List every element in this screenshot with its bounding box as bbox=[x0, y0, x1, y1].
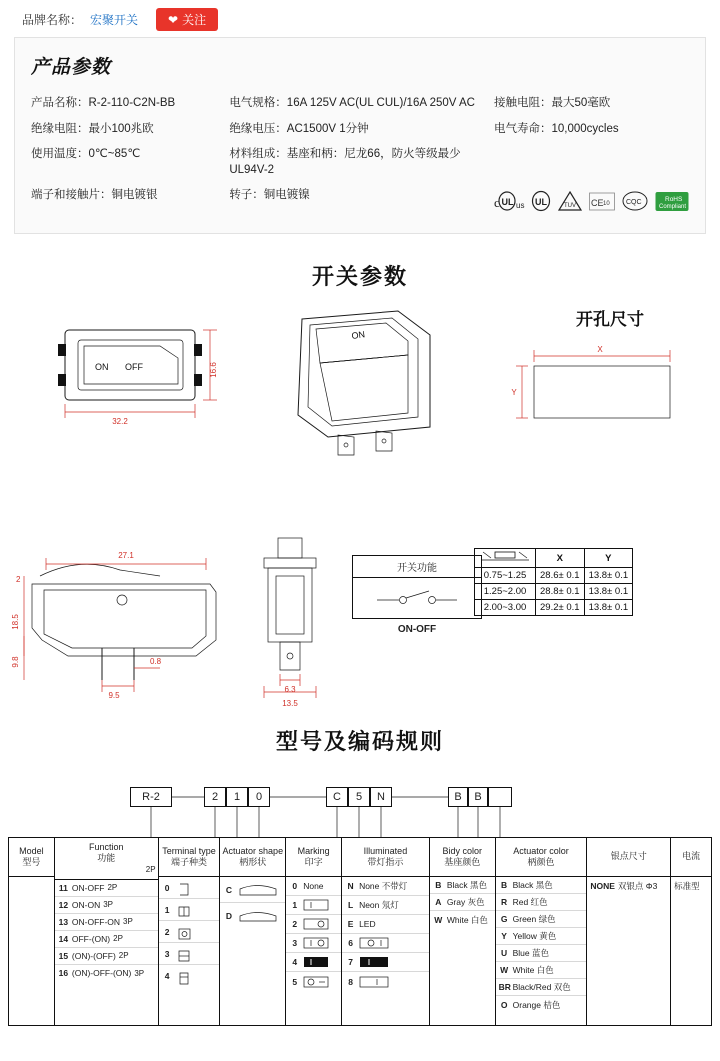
column-model bbox=[9, 838, 55, 1025]
code-box-function-1: 2 bbox=[204, 787, 226, 807]
item-code: 2 bbox=[164, 926, 170, 937]
rocker-on-label: ON bbox=[350, 329, 366, 341]
list-item[interactable] bbox=[671, 877, 711, 894]
param-insulation-resistance: 绝缘电阻：最小100兆欧 bbox=[31, 122, 154, 135]
column-function bbox=[55, 838, 159, 1025]
UL-icon bbox=[531, 190, 551, 214]
list-item[interactable] bbox=[496, 877, 587, 894]
switch-3d-view-drawing bbox=[280, 295, 460, 465]
table-row bbox=[475, 600, 633, 616]
item-label: ON-OFF-ON bbox=[71, 916, 121, 927]
item-code: 4 bbox=[292, 957, 298, 967]
terminal-shape-icon bbox=[176, 904, 187, 915]
col-head-cn: 功能 bbox=[97, 853, 116, 864]
column-current bbox=[671, 838, 711, 1025]
contact-symbol bbox=[353, 578, 481, 618]
col-head-cn: 端子种类 bbox=[170, 857, 207, 867]
dim-range-3: 2.00~3.00 bbox=[475, 600, 536, 616]
dim-0-8: 0.8 bbox=[150, 657, 162, 666]
col-head-cn: 型号 bbox=[22, 857, 41, 867]
heart-icon: ❤ bbox=[168, 12, 179, 27]
list-item[interactable] bbox=[342, 915, 429, 934]
list-item[interactable] bbox=[342, 953, 429, 972]
param-electrical-rating: 电气规格：16A 125V AC(UL CUL)/16A 250V AC bbox=[229, 97, 475, 109]
item-code: B bbox=[435, 880, 442, 890]
marking-bar-icon bbox=[303, 899, 329, 911]
col-head-en: Actuator color bbox=[513, 845, 569, 856]
svg-text:UL: UL bbox=[534, 197, 547, 208]
list-item[interactable] bbox=[496, 962, 587, 979]
item-pole: 2P bbox=[107, 883, 118, 892]
code-box-actuator-shape: C bbox=[326, 787, 348, 807]
col-head-en: Terminal type bbox=[162, 845, 216, 856]
svg-text:CQC: CQC bbox=[625, 199, 642, 207]
code-box-terminal: 0 bbox=[248, 787, 270, 807]
svg-text:c: c bbox=[493, 195, 500, 211]
switch-narrow-side-drawing bbox=[240, 520, 360, 708]
actuator-shape-d-icon bbox=[237, 907, 279, 925]
list-item[interactable] bbox=[342, 972, 429, 991]
list-item[interactable] bbox=[342, 877, 429, 896]
CQC-icon bbox=[622, 190, 648, 214]
terminal-shape-icon bbox=[176, 971, 187, 982]
item-code: 11 bbox=[58, 882, 68, 893]
item-code: E bbox=[347, 919, 354, 929]
param-material: 材料组成：基座和柄：尼龙66，防火等级最少UL94V-2 bbox=[229, 148, 461, 176]
list-item[interactable] bbox=[220, 877, 285, 903]
follow-label: 关注 bbox=[182, 13, 207, 27]
col-head-en: Actuator shape bbox=[222, 845, 284, 856]
column-silver-point bbox=[587, 838, 671, 1025]
coding-columns bbox=[8, 837, 712, 1026]
list-item[interactable] bbox=[496, 979, 587, 996]
dim-32-2: 32.2 bbox=[112, 417, 128, 426]
column-actuator-shape bbox=[220, 838, 286, 1025]
param-operating-temperature: 使用温度：0℃~85℃ bbox=[31, 148, 141, 161]
item-code: C bbox=[225, 884, 232, 895]
item-label: White 白色 bbox=[446, 914, 488, 925]
dim-27-1: 27.1 bbox=[118, 551, 134, 560]
item-code: G bbox=[500, 914, 508, 924]
column-actuator-color bbox=[496, 838, 588, 1025]
dim-9-5: 9.5 bbox=[108, 691, 120, 700]
param-rotor: 转子：铜电镀镍 bbox=[229, 189, 310, 202]
list-item[interactable] bbox=[220, 903, 285, 929]
dim-range-1: 0.75~1.25 bbox=[475, 568, 536, 584]
item-code: O bbox=[500, 999, 508, 1010]
item-code: 15 bbox=[58, 950, 69, 961]
code-connector-lines bbox=[8, 775, 712, 837]
item-code: 8 bbox=[348, 976, 353, 987]
table-row bbox=[475, 568, 633, 584]
col-head-corner: 2P bbox=[145, 864, 156, 874]
item-label: Gray 灰色 bbox=[446, 897, 485, 907]
hole-x-label: X bbox=[597, 345, 603, 354]
list-item[interactable] bbox=[342, 934, 429, 953]
dim-2: 2 bbox=[16, 575, 21, 584]
item-label: White 白色 bbox=[512, 965, 554, 975]
actuator-shape-c-icon bbox=[237, 881, 279, 899]
face-on-label: ON bbox=[95, 362, 109, 372]
svg-text:CE: CE bbox=[590, 198, 604, 209]
item-code: Y bbox=[501, 931, 507, 941]
list-item[interactable] bbox=[342, 896, 429, 915]
list-item[interactable] bbox=[55, 914, 158, 931]
dim-th-x: X bbox=[536, 549, 585, 568]
column-marking bbox=[286, 838, 342, 1025]
list-item[interactable] bbox=[55, 931, 158, 948]
col-head-cn: 柄颜色 bbox=[527, 857, 555, 867]
item-label: ON-OFF bbox=[71, 882, 105, 893]
svg-text:UL: UL bbox=[501, 197, 514, 208]
certifications-cell bbox=[492, 183, 691, 219]
item-code: 3 bbox=[292, 938, 298, 948]
code-box-function-2: 1 bbox=[226, 787, 248, 807]
item-pole: 2P bbox=[113, 934, 123, 943]
terminal-shape-icon bbox=[176, 882, 187, 893]
param-insulation-voltage: 绝缘电压：AC1500V 1分钟 bbox=[229, 122, 369, 135]
parameters-title: 产品参数 bbox=[31, 57, 112, 78]
item-label: Neon 氖灯 bbox=[359, 900, 399, 910]
list-item[interactable] bbox=[55, 965, 158, 982]
item-label: Orange 桔色 bbox=[512, 999, 561, 1010]
item-code: 14 bbox=[58, 933, 69, 944]
column-terminal-type bbox=[159, 838, 221, 1025]
code-boxes-row bbox=[8, 775, 712, 837]
code-box-actuator-color: B bbox=[468, 787, 488, 807]
column-head-silver-point bbox=[587, 838, 670, 877]
switch-side-section-drawing bbox=[10, 520, 260, 700]
list-item[interactable] bbox=[55, 880, 158, 897]
item-code: 0 bbox=[292, 881, 298, 891]
dim-th-y: Y bbox=[584, 549, 633, 568]
cUL-us-icon bbox=[494, 190, 524, 214]
product-parameters-panel bbox=[14, 37, 706, 234]
list-item[interactable] bbox=[159, 899, 220, 921]
svg-text:Compliant: Compliant bbox=[658, 204, 686, 211]
dim-y-3: 13.8± 0.1 bbox=[584, 600, 633, 616]
col-head-en: Illuminated bbox=[363, 845, 408, 856]
hole-size-title: 开孔尺寸 bbox=[576, 310, 644, 329]
column-head-actuator-color bbox=[496, 838, 587, 877]
face-off-label: OFF bbox=[125, 362, 143, 372]
item-code: 2 bbox=[292, 919, 298, 929]
dim-18-5: 18.5 bbox=[11, 614, 20, 630]
list-item[interactable] bbox=[286, 953, 341, 972]
item-pole: 3P bbox=[123, 917, 133, 926]
item-label: 标准型 bbox=[674, 880, 700, 891]
item-label: Yellow 黄色 bbox=[512, 931, 557, 941]
brand-name[interactable]: 宏聚开关 bbox=[90, 13, 139, 27]
list-item[interactable] bbox=[159, 877, 220, 899]
column-head-model bbox=[9, 838, 54, 877]
list-item[interactable] bbox=[430, 894, 495, 911]
list-item[interactable] bbox=[496, 996, 587, 1013]
illuminated-bar-icon bbox=[359, 976, 389, 988]
list-item[interactable] bbox=[496, 928, 587, 945]
item-code: 16 bbox=[58, 968, 69, 978]
function-diagram-title: 开关功能 bbox=[353, 556, 481, 578]
item-pole: 3P bbox=[103, 900, 114, 909]
param-product-name: 产品名称：R-2-110-C2N-BB bbox=[31, 97, 176, 109]
switch-params-title: 开关参数 bbox=[311, 264, 408, 290]
item-label: ON-ON bbox=[71, 899, 101, 910]
item-code: 1 bbox=[164, 904, 170, 915]
table-row bbox=[475, 584, 633, 600]
list-item[interactable] bbox=[496, 945, 587, 962]
marking-o-dash-icon bbox=[303, 976, 329, 988]
column-head-marking bbox=[286, 838, 341, 877]
list-item[interactable] bbox=[286, 934, 341, 953]
dim-x-1: 28.6± 0.1 bbox=[536, 568, 585, 584]
item-code: 1 bbox=[292, 900, 298, 910]
item-pole: 2P bbox=[118, 951, 129, 960]
item-label: LED bbox=[359, 919, 376, 929]
table-row bbox=[29, 183, 691, 219]
item-code: W bbox=[434, 914, 443, 925]
col-head-cn: 电流 bbox=[682, 851, 701, 862]
function-caption: ON-OFF bbox=[397, 624, 437, 635]
marking-circle-icon bbox=[303, 918, 329, 930]
list-item[interactable] bbox=[587, 877, 670, 894]
item-code: W bbox=[500, 965, 509, 975]
item-label: None 不带灯 bbox=[359, 881, 408, 891]
column-head-current bbox=[671, 838, 711, 877]
table-row bbox=[29, 91, 691, 117]
item-label: Black/Red 双色 bbox=[512, 982, 571, 992]
dim-6-3: 6.3 bbox=[284, 685, 296, 694]
item-code: L bbox=[347, 900, 354, 910]
column-head-illuminated bbox=[342, 838, 429, 877]
table-row bbox=[29, 142, 691, 183]
item-code: BR bbox=[498, 982, 511, 992]
item-label: OFF-(ON) bbox=[71, 933, 111, 944]
item-code: 7 bbox=[348, 957, 353, 967]
col-head-cn: 基座颜色 bbox=[444, 857, 481, 867]
item-code: 0 bbox=[164, 882, 170, 893]
dim-16-6: 16.6 bbox=[209, 362, 218, 378]
marking-io-icon bbox=[303, 937, 329, 949]
brand-label: 品牌名称： bbox=[22, 13, 83, 27]
list-item[interactable] bbox=[286, 896, 341, 915]
list-item[interactable] bbox=[430, 877, 495, 894]
item-code: 5 bbox=[292, 976, 298, 987]
follow-button[interactable] bbox=[156, 8, 218, 31]
TUV-icon bbox=[558, 190, 582, 214]
list-item[interactable] bbox=[286, 972, 341, 991]
terminal-shape-icon bbox=[176, 926, 187, 937]
code-box-model: R-2 bbox=[130, 787, 172, 807]
code-box-body-color: B bbox=[448, 787, 468, 807]
hole-dimension-table bbox=[474, 548, 633, 616]
column-body-color bbox=[430, 838, 496, 1025]
svg-text:TUV: TUV bbox=[563, 203, 576, 210]
svg-text:us: us bbox=[515, 201, 525, 211]
marking-filled-icon bbox=[303, 956, 329, 968]
dim-9-8: 9.8 bbox=[11, 656, 20, 668]
svg-text:RoHS: RoHS bbox=[664, 196, 683, 204]
dim-y-2: 13.8± 0.1 bbox=[584, 584, 633, 600]
item-code: 12 bbox=[58, 899, 69, 910]
item-code: 3 bbox=[164, 948, 170, 959]
list-item[interactable] bbox=[159, 943, 220, 965]
list-item[interactable] bbox=[286, 877, 341, 896]
illuminated-io-icon bbox=[359, 937, 389, 949]
item-code: B bbox=[501, 880, 508, 890]
terminal-shape-icon bbox=[176, 948, 187, 959]
item-pole: 3P bbox=[134, 968, 145, 978]
brand-bar bbox=[0, 0, 720, 37]
item-code: 4 bbox=[164, 971, 170, 981]
col-head-cn: 柄形状 bbox=[239, 857, 267, 867]
column-head-terminal bbox=[159, 838, 220, 877]
dim-range-2: 1.25~2.00 bbox=[475, 584, 536, 600]
certification-logos bbox=[494, 190, 689, 214]
item-code: U bbox=[501, 948, 508, 958]
list-item[interactable] bbox=[55, 948, 158, 965]
param-electrical-life: 电气寿命：10,000cycles bbox=[493, 122, 619, 135]
item-code: N bbox=[347, 881, 354, 891]
col-head-cn: 印字 bbox=[304, 857, 323, 867]
col-head-en: Marking bbox=[297, 845, 330, 856]
col-head-en: Bidy color bbox=[442, 845, 482, 856]
column-head-actuator-shape bbox=[220, 838, 285, 877]
list-item[interactable] bbox=[286, 915, 341, 934]
list-item[interactable] bbox=[496, 894, 587, 911]
list-item[interactable] bbox=[159, 965, 220, 987]
col-head-cn: 银点尺寸 bbox=[610, 851, 647, 862]
column-head-body-color bbox=[430, 838, 495, 877]
switch-function-diagram bbox=[352, 555, 482, 635]
item-label: Blue 蓝色 bbox=[512, 948, 549, 958]
item-code: 6 bbox=[348, 938, 353, 948]
hole-size-drawing bbox=[500, 340, 700, 450]
item-label: None bbox=[303, 881, 324, 891]
coding-rules-title: 型号及编码规则 bbox=[275, 729, 444, 754]
item-label: Black 黑色 bbox=[512, 880, 553, 890]
table-row bbox=[29, 117, 691, 143]
RoHS-compliant-icon bbox=[655, 190, 689, 214]
svg-text:10: 10 bbox=[602, 201, 610, 208]
item-label: (ON)-OFF-(ON) bbox=[71, 968, 132, 978]
item-label: 双银点 Φ3 bbox=[617, 880, 658, 891]
table-header-row bbox=[475, 549, 633, 568]
column-illuminated bbox=[342, 838, 430, 1025]
column-head-function bbox=[55, 838, 158, 880]
code-box-illuminated: N bbox=[370, 787, 392, 807]
dim-x-2: 28.8± 0.1 bbox=[536, 584, 585, 600]
illuminated-filled-icon bbox=[359, 956, 389, 968]
item-code: 13 bbox=[58, 916, 69, 927]
item-code: NONE bbox=[590, 880, 615, 891]
dim-th-icon bbox=[475, 549, 536, 568]
item-label: Red 红色 bbox=[512, 897, 548, 907]
dim-13-5: 13.5 bbox=[282, 699, 298, 708]
param-terminal-contact: 端子和接触片：铜电镀银 bbox=[31, 189, 158, 202]
item-code: R bbox=[501, 897, 508, 907]
list-item[interactable] bbox=[55, 897, 158, 914]
dim-y-1: 13.8± 0.1 bbox=[584, 568, 633, 584]
item-label: Black 黑色 bbox=[446, 880, 487, 890]
item-code: A bbox=[435, 897, 442, 907]
code-box-marking: 5 bbox=[348, 787, 370, 807]
dim-x-3: 29.2± 0.1 bbox=[536, 600, 585, 616]
param-empty-1 bbox=[492, 142, 691, 183]
parameters-table bbox=[29, 91, 691, 219]
item-code: D bbox=[225, 911, 232, 921]
item-label: (ON)-(OFF) bbox=[71, 950, 116, 961]
item-label: Green 绿色 bbox=[512, 914, 556, 924]
col-head-en: Model bbox=[19, 845, 44, 856]
coding-rules-block bbox=[8, 775, 712, 1010]
CE-icon bbox=[589, 190, 615, 214]
list-item[interactable] bbox=[430, 911, 495, 928]
switch-front-view-drawing bbox=[40, 300, 260, 440]
col-head-cn: 带灯指示 bbox=[367, 857, 404, 867]
param-contact-resistance: 接触电阻：最大50毫欧 bbox=[493, 97, 611, 109]
col-head-en: Function bbox=[88, 842, 124, 852]
list-item[interactable] bbox=[159, 921, 220, 943]
list-item[interactable] bbox=[496, 911, 587, 928]
hole-y-label: Y bbox=[511, 388, 517, 397]
